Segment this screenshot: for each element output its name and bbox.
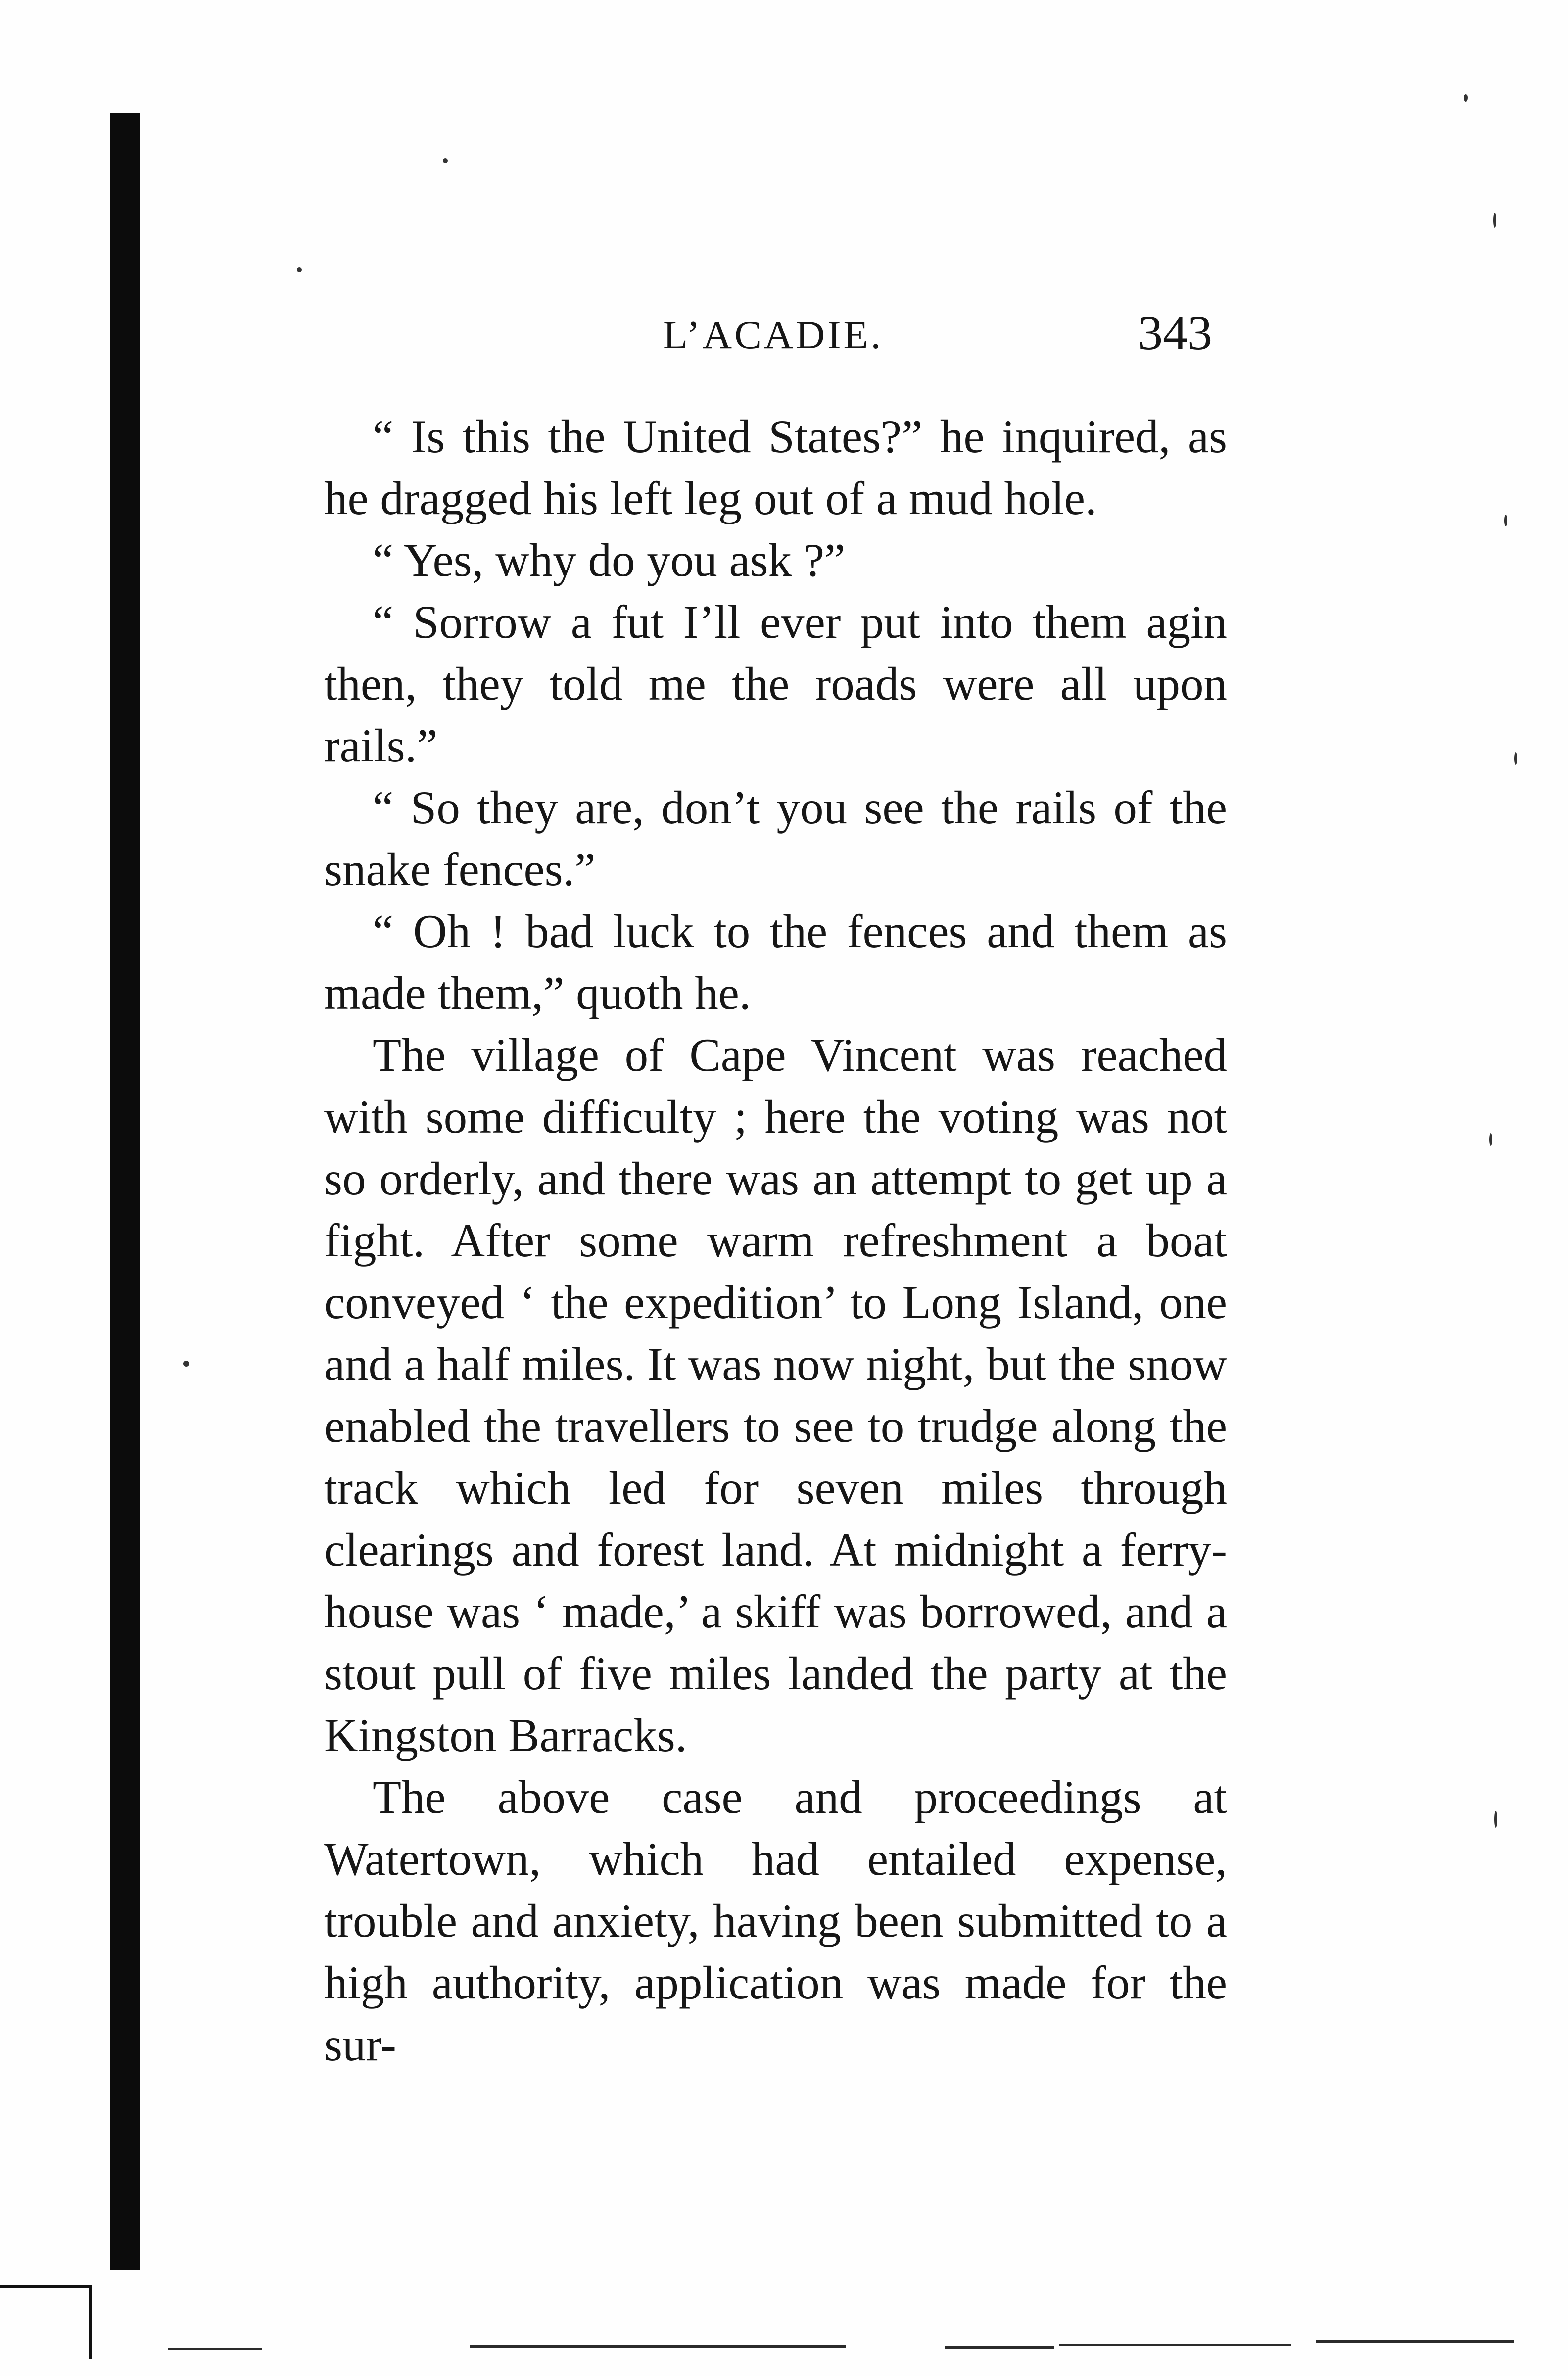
paper-speck	[1464, 94, 1468, 102]
lower-edge-smudge	[945, 2346, 1054, 2349]
paper-speck	[1514, 752, 1517, 765]
paper-speck	[297, 267, 302, 272]
running-head: L’ACADIE.	[663, 312, 884, 357]
paragraph: “ So they are, don’t you see the rails of the snake fences.”	[324, 781, 1227, 896]
binding-shadow	[110, 113, 140, 2270]
paragraph: “ Oh ! bad luck to the fences and them as made them,” quoth he.	[324, 905, 1227, 1019]
paragraph: “ Is this the United States?” he inquired, as he dragged his left leg out of a mud hole.	[324, 410, 1227, 524]
lower-edge-smudge	[1316, 2340, 1514, 2343]
paragraph: The above case and proceedings at Watertown, which had entailed expense, trouble and anxiety, having been submitted to a high authority, application was made for the sur-	[324, 1771, 1227, 2071]
binding-edge-mark	[0, 2285, 92, 2288]
body-text	[324, 406, 1227, 2076]
paper-speck	[1494, 1811, 1497, 1828]
paragraph: “ Sorrow a fut I’ll ever put into them agin then, they told me the roads were all upon rails.”	[324, 596, 1227, 772]
paper-speck	[183, 1361, 189, 1367]
page-number: 343	[1138, 305, 1212, 360]
paragraph: The village of Cape Vincent was reached with some difficulty ; here the voting was not so orderly, and there was an attempt to get up a fight. After some warm refreshment a boat conveyed ‘ the expedition’ to Long Island, one and a half miles. It was now night, but the snow enabled the travellers to see to trudge along the track which led for seven miles through clearings and forest land. At midnight a ferry-house was ‘ made,’ a skiff was borrowed, and a stout pull of five miles landed the party at the Kingston Barracks.	[324, 1029, 1227, 1761]
paper-speck	[1489, 1133, 1492, 1146]
lower-edge-smudge	[470, 2345, 846, 2348]
paper-speck	[1504, 515, 1507, 526]
paper-speck	[443, 158, 448, 163]
paragraph: “ Yes, why do you ask ?”	[373, 534, 846, 586]
lower-edge-smudge	[168, 2348, 262, 2350]
binding-edge-mark	[89, 2285, 92, 2359]
paper-speck	[1493, 213, 1496, 228]
lower-edge-smudge	[1059, 2344, 1291, 2346]
